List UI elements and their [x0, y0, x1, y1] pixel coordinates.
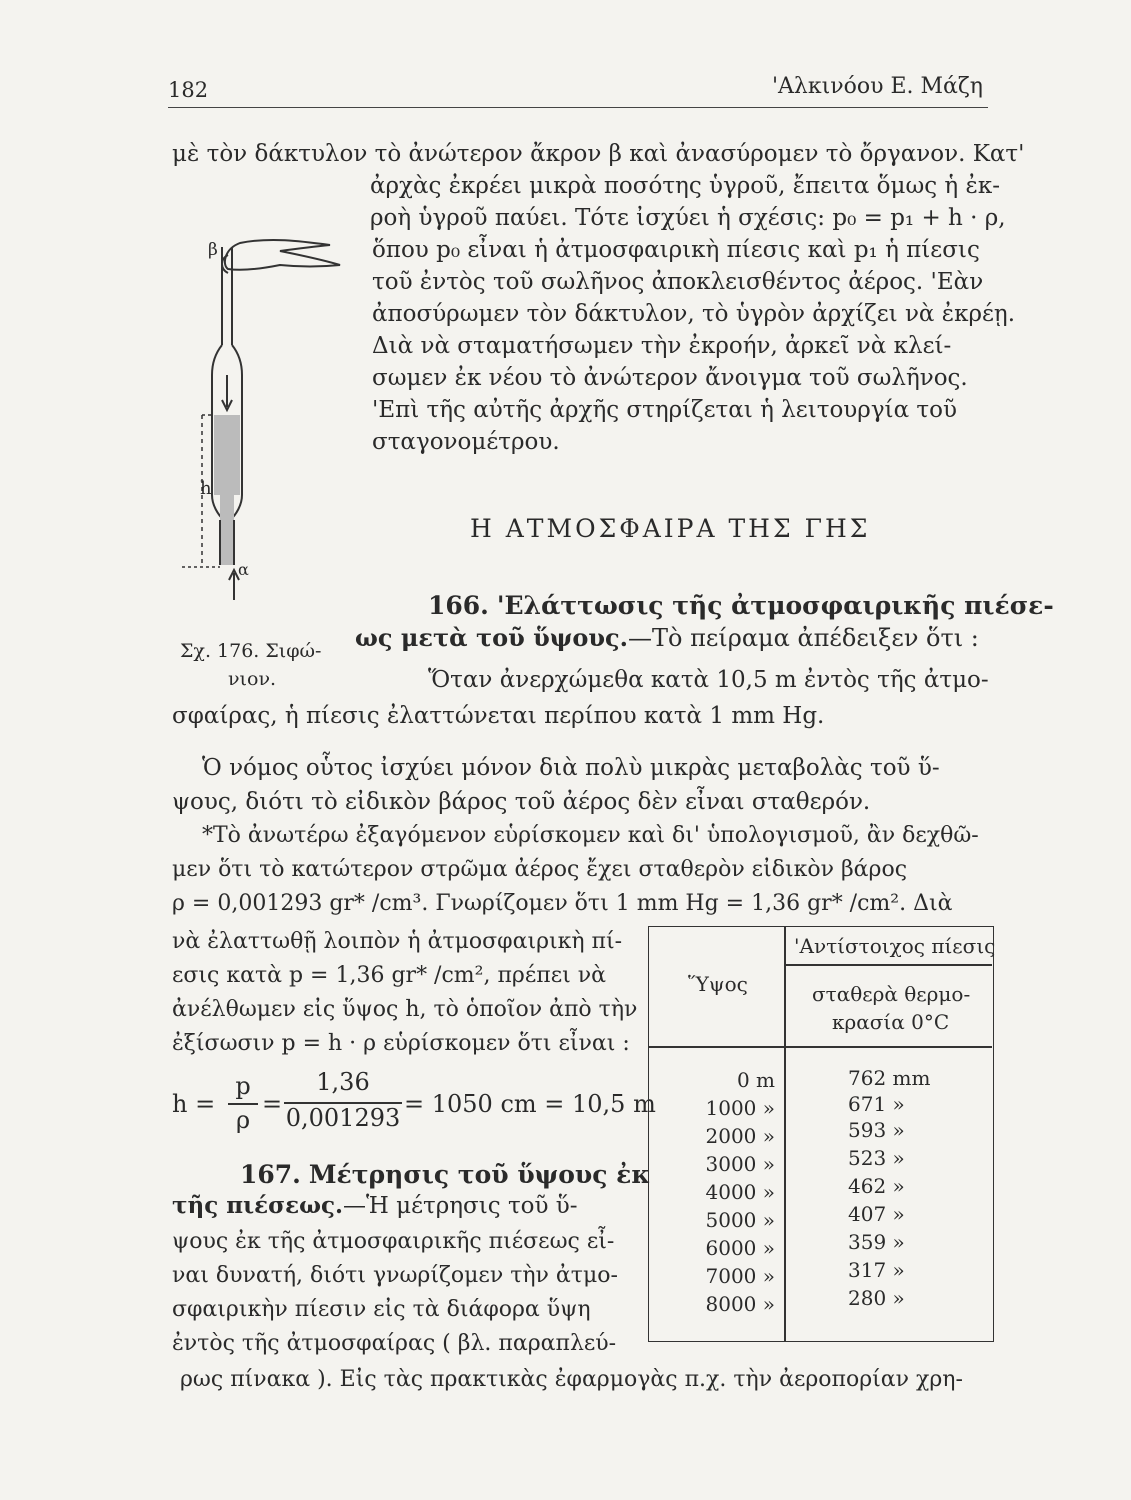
- body-line: ὅπου p₀ εἶναι ἡ ἀτμοσφαιρικὴ πίεσις καὶ p₁ ἡ πίεσις: [372, 237, 980, 263]
- table-cell-height: 2000 »: [705, 1124, 775, 1148]
- table-cell-pressure: 593 »: [848, 1118, 905, 1142]
- table-cell-pressure: 462 »: [848, 1174, 905, 1198]
- body-line: ρως πίνακα ). Εἰς τὰς πρακτικὰς ἐφαρμογὰς π.χ. τὴν ἀεροπορίαν χρη-: [180, 1367, 963, 1392]
- formula-result: = 1050 cm = 10,5 m: [404, 1090, 656, 1118]
- body-line: εσις κατὰ p = 1,36 gr* /cm², πρέπει νὰ: [172, 963, 606, 988]
- table-cell-height: 1000 »: [705, 1096, 775, 1120]
- formula-equals: =: [262, 1090, 283, 1118]
- body-line: σφαιρικὴν πίεσιν εἰς τὰ διάφορα ὕψη: [172, 1297, 591, 1322]
- formula-denominator: 0,001293: [285, 1104, 401, 1132]
- table-cell-pressure: 762 mm: [848, 1066, 931, 1090]
- body-line: νὰ ἐλαττωθῇ λοιπὸν ἡ ἀτμοσφαιρικὴ πί-: [172, 929, 623, 954]
- table-cell-pressure: 317 »: [848, 1258, 905, 1282]
- table-header-divider: [785, 964, 992, 966]
- table-column-divider: [784, 926, 786, 1342]
- body-line: σωμεν ἐκ νέου τὸ ἀνώτερον ἄνοιγμα τοῦ σωλῆνος.: [372, 365, 968, 391]
- body-line: ἀποσύρωμεν τὸν δάκτυλον, τὸ ὑγρὸν ἀρχίζει νὰ ἐκρέῃ.: [372, 301, 1016, 327]
- section-heading: τῆς πιέσεως.: [172, 1192, 344, 1219]
- body-line: Διὰ νὰ σταματήσωμεν τὴν ἐκροήν, ἀρκεῖ νὰ κλεί-: [372, 333, 952, 359]
- table-cell-height: 5000 »: [705, 1208, 775, 1232]
- figure-label-h: h: [200, 478, 212, 499]
- formula-numerator: 1,36: [316, 1068, 370, 1096]
- body-line: ἐντὸς τῆς ἀτμοσφαίρας ( βλ. παραπλεύ-: [172, 1331, 617, 1356]
- table-cell-pressure: 280 »: [848, 1286, 905, 1310]
- body-line: 'Επὶ τῆς αὐτῆς ἀρχῆς στηρίζεται ἡ λειτουργία τοῦ: [372, 397, 957, 423]
- formula-lhs: h =: [172, 1090, 216, 1118]
- body-line: ροὴ ὑγροῦ παύει. Τότε ἰσχύει ἡ σχέσις: p₀ = p₁ + h · ρ,: [370, 205, 1006, 231]
- table-cell-pressure: 523 »: [848, 1146, 905, 1170]
- table-cell-height: 8000 »: [705, 1292, 775, 1316]
- table-cell-height: 6000 »: [705, 1236, 775, 1260]
- table-cell-height: 4000 »: [705, 1180, 775, 1204]
- body-line: σφαίρας, ἡ πίεσις ἐλαττώνεται περίπου κατὰ 1 mm Hg.: [172, 703, 825, 729]
- section-number: 166.: [428, 591, 489, 620]
- section-number: 167.: [240, 1160, 301, 1189]
- table-cell-height: 3000 »: [705, 1152, 775, 1176]
- section-heading: 'Ελάττωσις τῆς ἀτμοσφαιρικῆς πιέσε-: [496, 591, 1054, 620]
- figure-caption: νιον.: [228, 668, 277, 690]
- figure-label-beta: β: [208, 240, 218, 260]
- body-line: ἐξίσωσιν p = h · ρ εὑρίσκομεν ὅτι εἶναι :: [172, 1031, 630, 1056]
- body-line: ἀρχὰς ἐκρέει μικρὰ ποσότης ὑγροῦ, ἔπειτα ὅμως ἡ ἐκ-: [370, 173, 1001, 199]
- section-heading: Μέτρησις τοῦ ὕψους ἐκ: [308, 1160, 651, 1189]
- body-line: ψους ἐκ τῆς ἀτμοσφαιρικῆς πιέσεως εἶ-: [172, 1229, 615, 1254]
- body-line: σταγονομέτρου.: [372, 429, 560, 455]
- table-cell-pressure: 407 »: [848, 1202, 905, 1226]
- figure-label-alpha: α: [238, 560, 249, 579]
- body-line: Ὁ νόμος οὗτος ἰσχύει μόνον διὰ πολὺ μικρὰς μεταβολὰς τοῦ ὕ-: [202, 755, 940, 781]
- table-header-height: Ὕψος: [688, 972, 748, 996]
- table-header-sub: σταθερὰ θερμο-: [812, 982, 971, 1006]
- section-heading: ως μετὰ τοῦ ὕψους.: [355, 623, 628, 652]
- table-cell-pressure: 359 »: [848, 1230, 905, 1254]
- body-line: μὲ τὸν δάκτυλον τὸ ἀνώτερον ἄκρον β καὶ ἀνασύρομεν τὸ ὄργανον. Κατ': [172, 141, 1025, 167]
- table-cell-height: 7000 »: [705, 1264, 775, 1288]
- header-rule: [168, 107, 988, 108]
- siphon-figure: [180, 225, 370, 615]
- body-line: ἀνέλθωμεν εἰς ὕψος h, τὸ ὁποῖον ἀπὸ τὴν: [172, 997, 638, 1022]
- table-cell-pressure: 671 »: [848, 1092, 905, 1116]
- body-line: τοῦ ἐντὸς τοῦ σωλῆνος ἀποκλεισθέντος ἀέρος. 'Εὰν: [372, 269, 984, 295]
- fraction-bar: [228, 1103, 258, 1105]
- body-text: —Τὸ πείραμα ἀπέδειξεν ὅτι :: [628, 624, 979, 652]
- body-line: *Τὸ ἀνωτέρω ἐξαγόμενον εὑρίσκομεν καὶ δι' ὑπολογισμοῦ, ἂν δεχθῶ-: [202, 823, 979, 848]
- table-header-rule: [648, 1046, 992, 1048]
- formula-numerator: p: [235, 1072, 251, 1100]
- body-line: ψους, διότι τὸ εἰδικὸν βάρος τοῦ ἀέρος δὲν εἶναι σταθερόν.: [172, 789, 871, 815]
- body-text: —Ἡ μέτρησις τοῦ ὕ-: [343, 1193, 578, 1219]
- running-head: 'Αλκινόου Ε. Μάζη: [771, 74, 983, 99]
- formula-denominator: ρ: [235, 1106, 251, 1134]
- table-header-sub: κρασία 0°C: [832, 1010, 950, 1034]
- table-cell-height: 0 m: [736, 1068, 775, 1092]
- page-number: 182: [168, 78, 209, 102]
- body-line: ρ = 0,001293 gr* /cm³. Γνωρίζομεν ὅτι 1 mm Hg = 1,36 gr* /cm². Διὰ: [172, 891, 953, 916]
- body-line: ναι δυνατή, διότι γνωρίζομεν τὴν ἀτμο-: [172, 1263, 618, 1288]
- body-line: Ὅταν ἀνερχώμεθα κατὰ 10,5 m ἐντὸς τῆς ἀτμο-: [428, 667, 989, 693]
- section-title: Η ΑΤΜΟΣΦΑΙΡΑ ΤΗΣ ΓΗΣ: [470, 514, 871, 543]
- figure-caption: Σχ. 176. Σιφώ-: [180, 640, 322, 662]
- table-header-pressure: 'Αντίστοιχος πίεσις: [794, 934, 996, 958]
- body-line: μεν ὅτι τὸ κατώτερον στρῶμα ἀέρος ἔχει σταθερὸν εἰδικὸν βάρος: [172, 857, 908, 882]
